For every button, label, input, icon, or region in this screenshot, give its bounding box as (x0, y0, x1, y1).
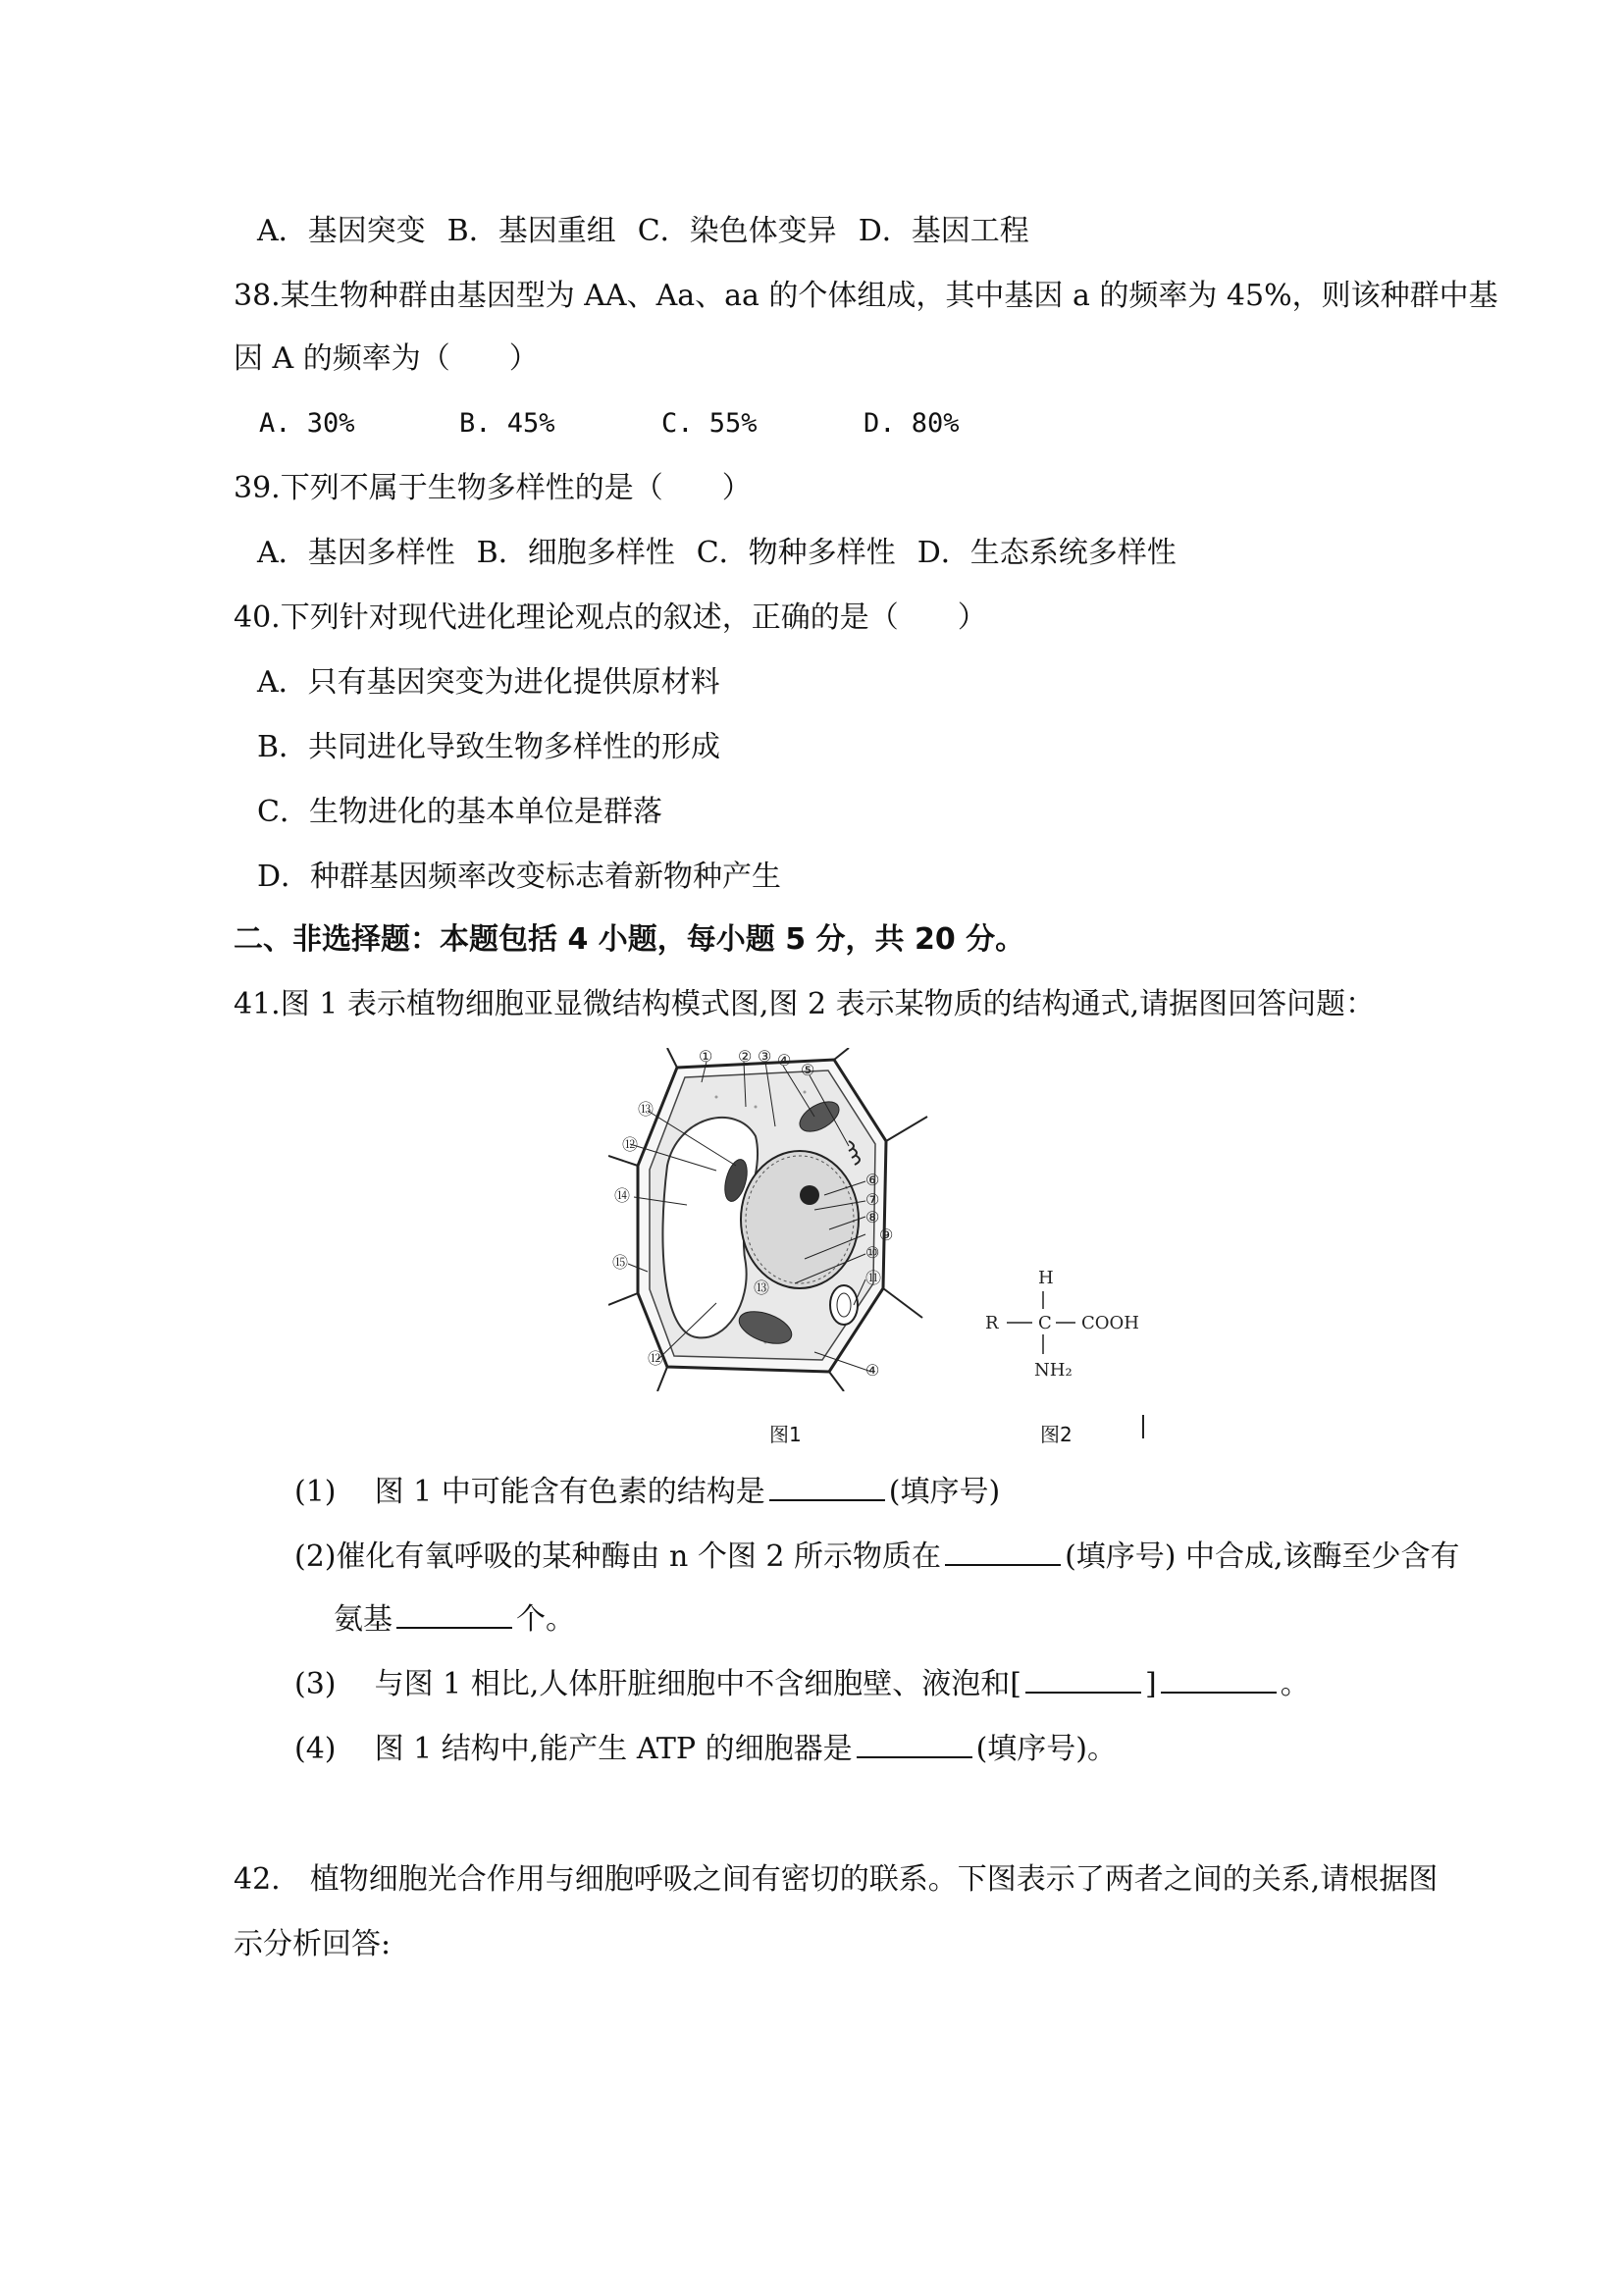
answer-blank[interactable] (396, 1599, 512, 1629)
q37-option-d: D．基因工程 (858, 214, 1029, 248)
q41-sub3-bracket: ] (1145, 1667, 1157, 1701)
q37-options (257, 212, 1029, 251)
answer-blank[interactable] (857, 1729, 972, 1758)
label-15: ⑮ (612, 1253, 629, 1272)
q37-option-b: B．基因重组 (446, 214, 616, 248)
q39-option-a: A．基因多样性 (257, 536, 455, 570)
label-4: ④ (777, 1051, 792, 1070)
q41-sub3 (294, 1664, 1310, 1704)
mitochondrion (830, 1285, 858, 1325)
label-6: ⑥ (865, 1171, 880, 1189)
section2-heading: 二、非选择题：本题包括 4 小题，每小题 5 分，共 20 分。 (234, 922, 1025, 957)
label-12: ⑫ (622, 1135, 639, 1154)
label-5: ⑤ (801, 1061, 815, 1079)
label-2: ② (738, 1048, 753, 1066)
answer-blank[interactable] (945, 1537, 1061, 1566)
q37-option-a: A．基因突变 (257, 214, 426, 248)
q39-option-b: B．细胞多样性 (476, 536, 675, 570)
nucleus (741, 1151, 859, 1288)
label-4b: ④ (865, 1361, 880, 1380)
q41-sub3-text: 与图 1 相比,人体肝脏细胞中不含细胞壁、液泡和[ (374, 1667, 1021, 1701)
q42-line2: 示分析回答: (234, 1927, 392, 1961)
nucleolus (800, 1185, 819, 1205)
q41-sub1-num: (1) (294, 1475, 337, 1509)
q39-option-c: C．物种多样性 (696, 536, 896, 570)
label-12b: ⑫ (648, 1349, 664, 1368)
answer-blank[interactable] (769, 1472, 885, 1501)
q41-sub4-num: (4) (294, 1732, 337, 1766)
text-cursor-mark (1142, 1415, 1144, 1438)
figure1-caption: 图1 (769, 1423, 802, 1446)
label-13: ⑬ (638, 1100, 654, 1119)
q41-sub2-text2: (填序号) 中合成,该酶至少含有 (1065, 1539, 1460, 1574)
figure2-caption: 图2 (1040, 1423, 1073, 1446)
label-1: ① (699, 1048, 713, 1066)
label-10: ⑩ (865, 1243, 880, 1262)
q38-stem-line2: 因 A 的频率为（ ） (234, 341, 539, 376)
q40-option-a: A．只有基因突变为进化提供原材料 (257, 665, 720, 700)
q39-stem: 39.下列不属于生物多样性的是（ ） (234, 471, 752, 505)
q41-sub1-text: 图 1 中可能含有色素的结构是 (374, 1475, 765, 1509)
q42-line1: 42. 植物细胞光合作用与细胞呼吸之间有密切的联系。下图表示了两者之间的关系,请根据图 (234, 1862, 1439, 1897)
formula-cooh: COOH (1081, 1313, 1139, 1333)
label-8: ⑧ (865, 1208, 880, 1226)
q40-stem: 40.下列针对现代进化理论观点的叙述，正确的是（ ） (234, 600, 987, 635)
neighbor-wall (667, 1048, 677, 1068)
q41-sub1 (294, 1472, 1000, 1512)
q41-sub4-text: 图 1 结构中,能产生 ATP 的细胞器是 (374, 1732, 853, 1766)
neighbor-wall (886, 1117, 927, 1141)
formula-nh2: NH₂ (1034, 1360, 1073, 1381)
q39-options (257, 534, 1177, 573)
q39-option-d: D．生态系统多样性 (916, 536, 1177, 570)
q41-stem: 41.图 1 表示植物细胞亚显微结构模式图,图 2 表示某物质的结构通式,请据图回答问题： (234, 987, 1376, 1021)
neighbor-wall (829, 1372, 844, 1391)
q41-sub1-suffix: (填序号) (888, 1475, 1001, 1509)
q40-option-b: B．共同进化导致生物多样性的形成 (257, 730, 721, 764)
answer-blank[interactable] (1025, 1664, 1141, 1694)
q38-stem-line1: 38.某生物种群由基因型为 AA、Aa、aa 的个体组成，其中基因 a 的频率为 45%，则该种群中基 (234, 279, 1498, 313)
q41-sub4-suffix: (填序号)。 (975, 1732, 1118, 1766)
q38-options (259, 404, 960, 444)
q41-sub2-text3: 氨基 (334, 1602, 393, 1637)
formula-r: R (985, 1313, 999, 1333)
q40-option-c: C．生物进化的基本单位是群落 (257, 795, 662, 829)
q41-sub3-num: (3) (294, 1667, 337, 1701)
neighbor-wall (608, 1156, 638, 1166)
neighbor-wall (608, 1293, 638, 1305)
q38-option-a: A. 30% (259, 408, 355, 439)
q41-sub2-line1 (294, 1537, 1460, 1577)
label-11: ⑪ (865, 1269, 882, 1287)
answer-blank[interactable] (1161, 1664, 1277, 1694)
q38-option-b: B. 45% (459, 408, 555, 439)
neighbor-wall (883, 1288, 922, 1318)
label-7: ⑦ (865, 1190, 880, 1209)
neighbor-wall (657, 1367, 667, 1391)
q37-option-c: C．染色体变异 (637, 214, 837, 248)
figure1-plant-cell (608, 1048, 932, 1391)
neighbor-wall (834, 1048, 849, 1060)
formula-h: H (1038, 1268, 1054, 1288)
q38-option-c: C. 55% (661, 408, 758, 439)
q41-sub2-text4: 个。 (516, 1602, 575, 1637)
label-3: ③ (758, 1048, 772, 1066)
q41-sub2-line2 (334, 1599, 575, 1640)
q41-sub3-end: 。 (1280, 1667, 1310, 1701)
q38-option-d: D. 80% (864, 408, 960, 439)
q40-option-d: D．种群基因频率改变标志着新物种产生 (257, 860, 782, 894)
label-14: ⑭ (614, 1186, 631, 1205)
label-9: ⑨ (879, 1226, 894, 1244)
label-13b: ⑬ (754, 1278, 770, 1297)
q41-sub4 (294, 1729, 1117, 1769)
figure2-amino-acid-formula (977, 1266, 1174, 1393)
q41-sub2-text: (2)催化有氧呼吸的某种酶由 n 个图 2 所示物质在 (294, 1539, 942, 1574)
formula-c: C (1038, 1313, 1052, 1333)
